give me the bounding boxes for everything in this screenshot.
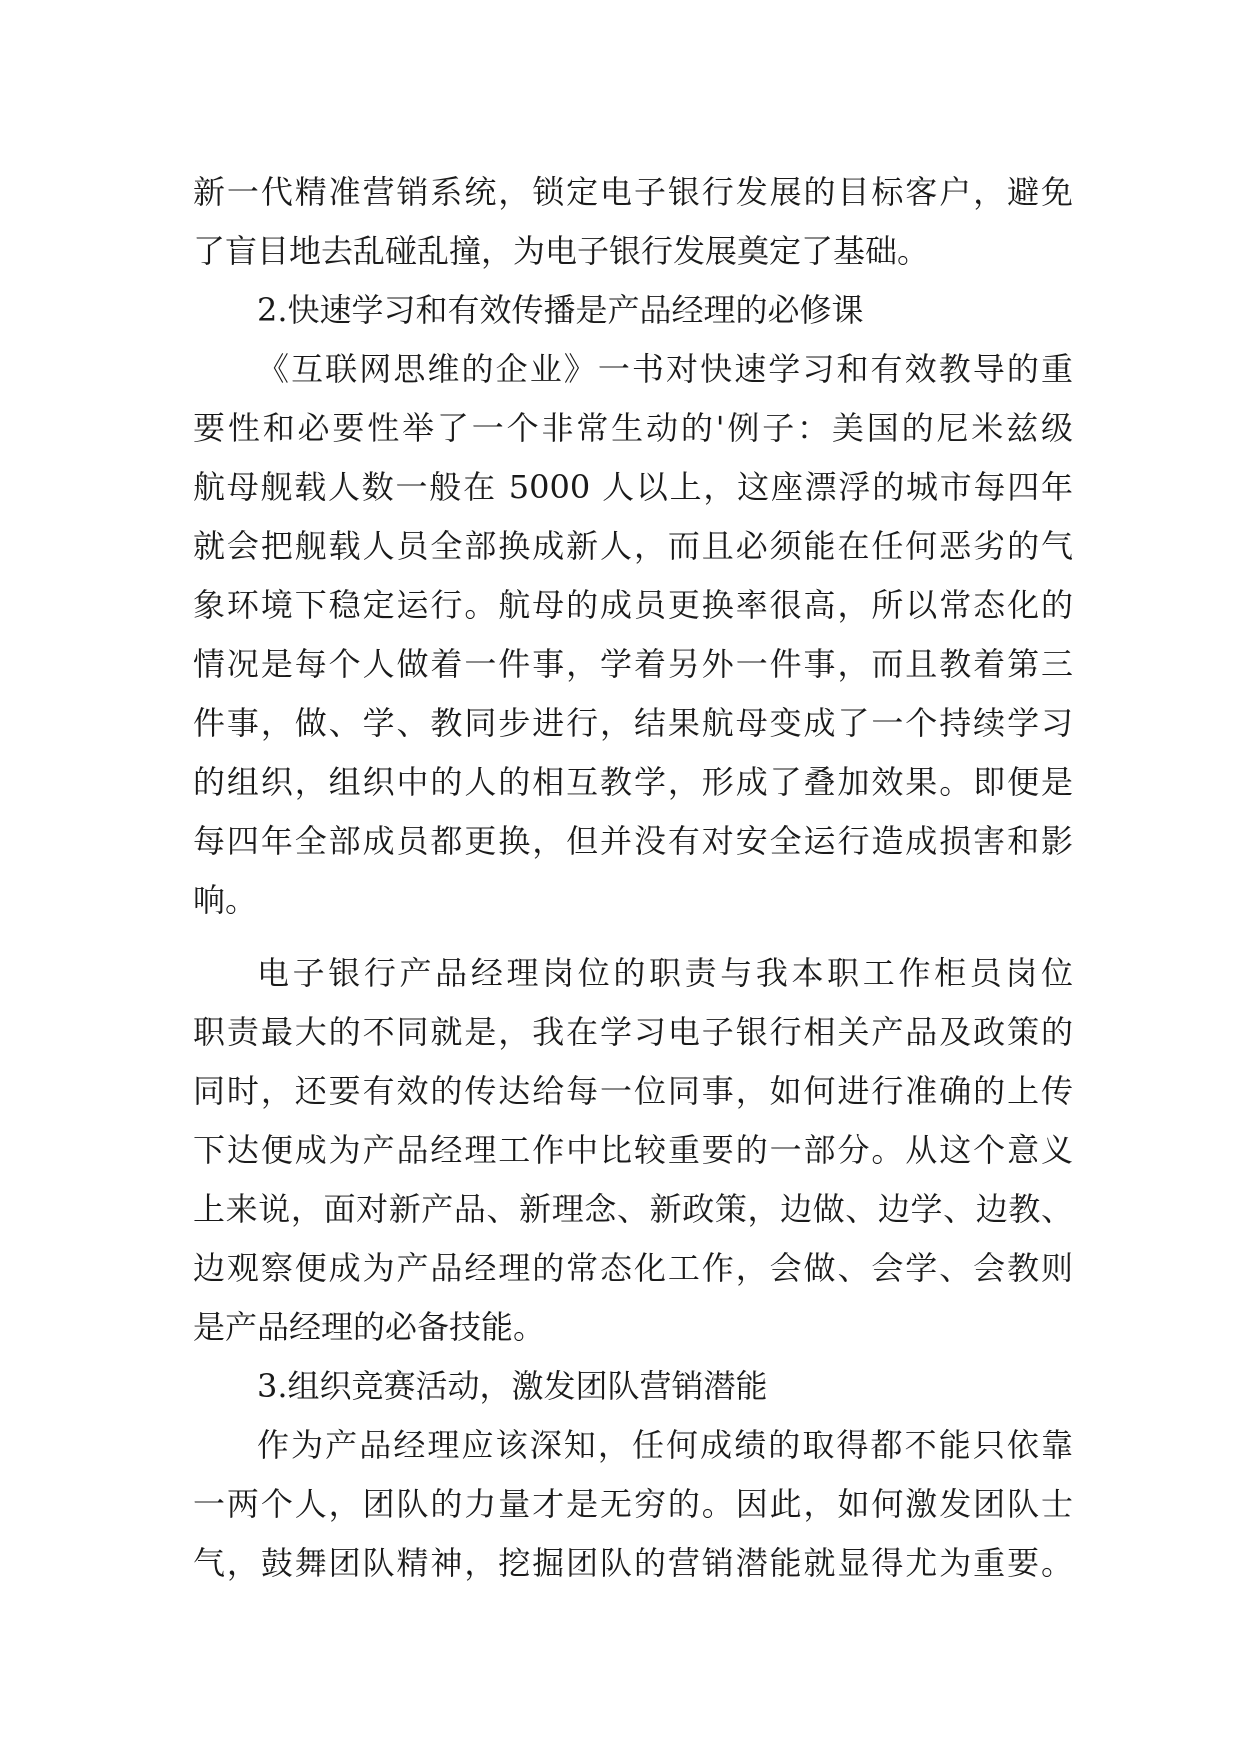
- text-line: 上来说，面对新产品、新理念、新政策，边做、边学、边教、: [193, 1190, 1073, 1228]
- text-line: 件事，做、学、教同步进行，结果航母变成了一个持续学习: [193, 704, 1073, 742]
- text-line: 一两个人，团队的力量才是无穷的。因此，如何激发团队士: [193, 1485, 1073, 1523]
- text-line: 情况是每个人做着一件事，学着另外一件事，而且教着第三: [193, 645, 1073, 683]
- paragraph: [193, 163, 1073, 281]
- section-heading: 2.快速学习和有效传播是产品经理的必修课: [257, 291, 864, 329]
- text-line: 《互联网思维的企业》一书对快速学习和有效教导的重: [257, 350, 1073, 388]
- text-line: 象环境下稳定运行。航母的成员更换率很高，所以常态化的: [193, 586, 1073, 624]
- text-line: 职责最大的不同就是，我在学习电子银行相关产品及政策的: [193, 1013, 1073, 1051]
- text-line: 航母舰载人数一般在 5000 人以上，这座漂浮的城市每四年: [193, 468, 1073, 506]
- text-line: 同时，还要有效的传达给每一位同事，如何进行准确的上传: [193, 1072, 1073, 1110]
- text-line: 是产品经理的必备技能。: [193, 1308, 546, 1346]
- text-line: 边观察便成为产品经理的常态化工作，会做、会学、会教则: [193, 1249, 1073, 1287]
- text-line: 下达便成为产品经理工作中比较重要的一部分。从这个意义: [193, 1131, 1073, 1169]
- text-line: 作为产品经理应该深知，任何成绩的取得都不能只依靠: [257, 1426, 1073, 1464]
- text-line: 电子银行产品经理岗位的职责与我本职工作柜员岗位: [257, 954, 1073, 992]
- paragraph: [193, 1416, 1073, 1593]
- text-line: 每四年全部成员都更换，但并没有对安全运行造成损害和影: [193, 822, 1073, 860]
- text-line: 就会把舰载人员全部换成新人，而且必须能在任何恶劣的气: [193, 527, 1073, 565]
- document-body: [193, 163, 1073, 1593]
- text-line: 要性和必要性举了一个非常生动的'例子：美国的尼米兹级: [193, 409, 1073, 447]
- text-line: 新一代精准营销系统，锁定电子银行发展的目标客户，避免: [193, 173, 1073, 211]
- paragraph: [193, 944, 1073, 1357]
- text-line: 的组织，组织中的人的相互教学，形成了叠加效果。即便是: [193, 763, 1073, 801]
- section-heading: 3.组织竞赛活动，激发团队营销潜能: [257, 1367, 768, 1405]
- text-line: 了盲目地去乱碰乱撞，为电子银行发展奠定了基础。: [193, 232, 930, 270]
- text-line: 响。: [193, 881, 258, 919]
- text-line: 气，鼓舞团队精神，挖掘团队的营销潜能就显得尤为重要。: [193, 1544, 1073, 1582]
- paragraph-gap: [193, 930, 1073, 944]
- paragraph: [193, 340, 1073, 930]
